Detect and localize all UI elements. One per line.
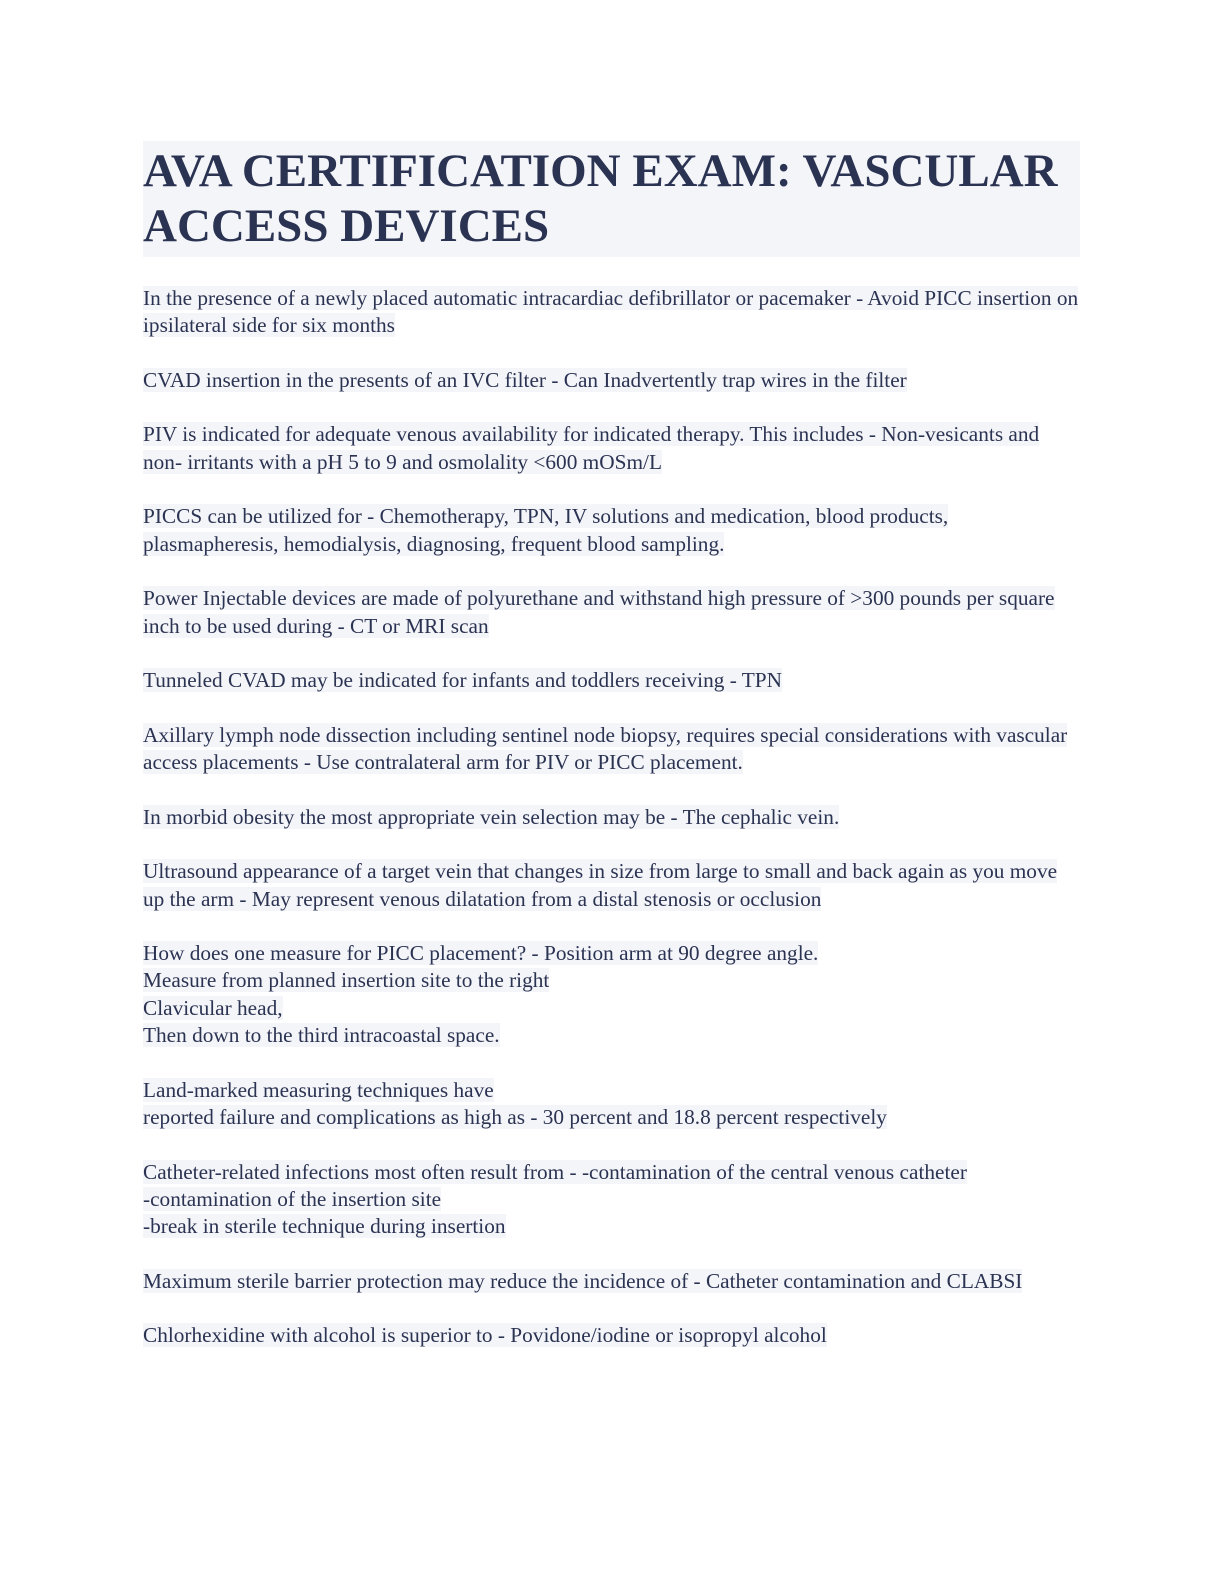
entry-text: PIV is indicated for adequate venous availability for indicated therapy. This includes - Non-vesicants and non- irritants with a pH 5 to 9 and osmolality <600 mOSm/L — [143, 422, 1040, 474]
qa-entry — [143, 367, 1083, 394]
entry-text: PICCS can be utilized for - Chemotherapy, TPN, IV solutions and medication, blood products, plasmapheresis, hemodialysis, diagnosing, frequent blood sampling. — [143, 504, 949, 556]
qa-entry — [143, 667, 1083, 694]
entry-line: Then down to the third intracoastal space. — [143, 1023, 500, 1048]
entry-line: Clavicular head, — [143, 995, 283, 1020]
qa-entry — [143, 1268, 1083, 1295]
qa-entry — [143, 804, 1083, 831]
entry-line: Land-marked measuring techniques have — [143, 1077, 494, 1102]
qa-entry — [143, 858, 1083, 913]
entry-text: Power Injectable devices are made of polyurethane and withstand high pressure of >300 pounds per square inch to be used during - CT or MRI scan — [143, 586, 1055, 638]
entry-line: Measure from planned insertion site to the right — [143, 968, 550, 993]
qa-entry — [143, 1077, 1083, 1132]
entry-line: reported failure and complications as high as - 30 percent and 18.8 percent respectively — [143, 1104, 887, 1129]
qa-entry — [143, 421, 1083, 476]
entry-line: Catheter-related infections most often result from - -contamination of the central venous catheter — [143, 1159, 967, 1184]
qa-entry — [143, 1159, 1083, 1241]
entry-line: How does one measure for PICC placement? - Position arm at 90 degree angle. — [143, 941, 819, 966]
entry-text: In morbid obesity the most appropriate vein selection may be - The cephalic vein. — [143, 804, 840, 829]
entry-line: -break in sterile technique during insertion — [143, 1214, 506, 1239]
entry-text: Maximum sterile barrier protection may reduce the incidence of - Catheter contamination and CLABSI — [143, 1268, 1023, 1293]
entry-text: Chlorhexidine with alcohol is superior to - Povidone/iodine or isopropyl alcohol — [143, 1323, 827, 1348]
qa-entry — [143, 940, 1083, 1049]
entry-text: Ultrasound appearance of a target vein that changes in size from large to small and back again as you move up the arm - May represent venous dilatation from a distal stenosis or occlusion — [143, 859, 1058, 911]
qa-list — [143, 285, 1083, 1350]
document-page — [143, 141, 1083, 1377]
qa-entry — [143, 722, 1083, 777]
entry-text: Tunneled CVAD may be indicated for infants and toddlers receiving - TPN — [143, 668, 782, 693]
qa-entry — [143, 585, 1083, 640]
qa-entry — [143, 503, 1083, 558]
qa-entry — [143, 1322, 1083, 1349]
entry-text: Axillary lymph node dissection including sentinel node biopsy, requires special considerations with vascular access placements - Use contralateral arm for PIV or PICC placement. — [143, 722, 1068, 775]
qa-entry — [143, 285, 1083, 340]
entry-text: In the presence of a newly placed automatic intracardiac defibrillator or pacemaker - Avoid PICC insertion on ipsilateral side for six months — [143, 286, 1079, 338]
entry-line: -contamination of the insertion site — [143, 1186, 442, 1211]
document-title: AVA CERTIFICATION EXAM: VASCULAR ACCESS DEVICES — [143, 141, 1080, 257]
entry-text: CVAD insertion in the presents of an IVC filter - Can Inadvertently trap wires in the filter — [143, 367, 907, 392]
